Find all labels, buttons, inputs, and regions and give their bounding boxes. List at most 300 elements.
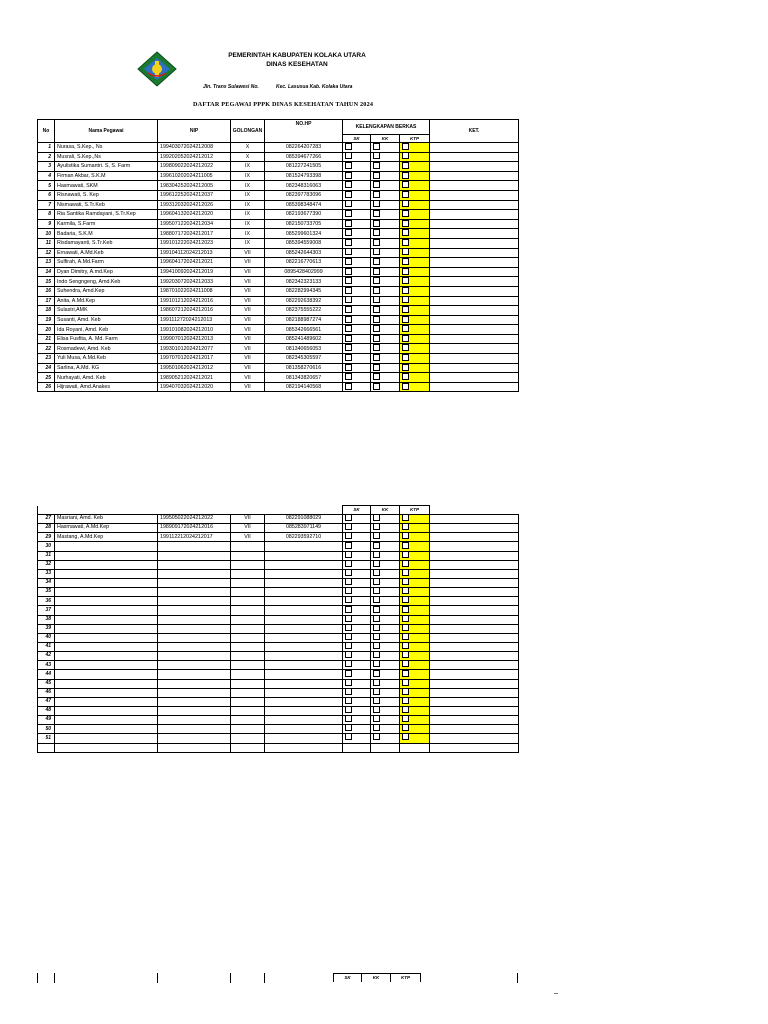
employee-name [55, 697, 158, 706]
checkbox-cell-ktp [400, 306, 430, 316]
checkbox-ktp[interactable] [402, 615, 409, 622]
checkbox-ktp[interactable] [402, 287, 409, 294]
checkbox-ktp[interactable] [402, 162, 409, 169]
checkbox-sk[interactable] [345, 578, 352, 585]
employee-name: Risdamayanti, S.Tr.Keb [55, 238, 158, 248]
checkbox-sk[interactable] [345, 354, 352, 361]
employee-name: Nurasa, S.Kep., Ns [55, 143, 158, 153]
checkbox-sk[interactable] [345, 734, 352, 741]
checkbox-kk[interactable] [373, 569, 380, 576]
checkbox-kk[interactable] [373, 335, 380, 342]
checkbox-sk[interactable] [345, 588, 352, 595]
table-row [38, 229, 519, 239]
employee-name [55, 560, 158, 569]
checkbox-sk[interactable] [345, 670, 352, 677]
employee-nip [158, 743, 231, 752]
checkbox-kk[interactable] [373, 615, 380, 622]
employee-golongan [231, 588, 265, 597]
checkbox-kk[interactable] [373, 172, 380, 179]
employee-golongan: VII [231, 363, 265, 373]
checkbox-cell-ktp [400, 633, 430, 642]
employee-phone: 085242644303 [265, 248, 343, 258]
employee-name [55, 688, 158, 697]
checkbox-ktp[interactable] [402, 716, 409, 723]
employee-nip: 199610202024211005 [158, 171, 231, 181]
checkbox-kk[interactable] [373, 287, 380, 294]
checkbox-kk[interactable] [373, 258, 380, 265]
checkbox-sk[interactable] [345, 229, 352, 236]
employee-name: Firman Akbar, S.K.M [55, 171, 158, 181]
checkbox-ktp[interactable] [402, 220, 409, 227]
checkbox-sk[interactable] [345, 560, 352, 567]
employee-golongan [231, 725, 265, 734]
checkbox-ktp[interactable] [402, 679, 409, 686]
ket-cell [430, 277, 519, 287]
checkbox-sk[interactable] [345, 606, 352, 613]
checkbox-kk[interactable] [373, 642, 380, 649]
checkbox-ktp[interactable] [402, 210, 409, 217]
checkbox-kk[interactable] [373, 210, 380, 217]
ket-cell [430, 334, 519, 344]
checkbox-ktp[interactable] [402, 560, 409, 567]
employee-phone: 082397783096 [265, 190, 343, 200]
col-header-kk: KK [371, 135, 400, 143]
checkbox-kk[interactable] [373, 373, 380, 380]
checkbox-ktp[interactable] [402, 642, 409, 649]
checkbox-ktp[interactable] [402, 306, 409, 313]
row-number: 18 [38, 306, 55, 316]
ket-cell [430, 258, 519, 268]
row-number: 33 [38, 569, 55, 578]
checkbox-cell-sk [343, 670, 371, 679]
employee-nip: 199707012024212017 [158, 354, 231, 364]
checkbox-sk[interactable] [345, 533, 352, 540]
checkbox-sk[interactable] [345, 239, 352, 246]
ket-cell [430, 688, 519, 697]
checkbox-ktp[interactable] [402, 588, 409, 595]
employee-nip [158, 706, 231, 715]
row-number: 42 [38, 652, 55, 661]
checkbox-cell-sk [343, 296, 371, 306]
checkbox-sk[interactable] [345, 152, 352, 159]
checkbox-ktp[interactable] [402, 542, 409, 549]
checkbox-kk[interactable] [373, 325, 380, 332]
checkbox-ktp[interactable] [402, 364, 409, 371]
checkbox-ktp[interactable] [402, 524, 409, 531]
checkbox-ktp[interactable] [402, 172, 409, 179]
employee-name: Risnawati, S. Kep [55, 190, 158, 200]
ket-cell [430, 652, 519, 661]
checkbox-cell-sk [343, 725, 371, 734]
employee-golongan: IX [231, 171, 265, 181]
employee-golongan [231, 661, 265, 670]
checkbox-ktp[interactable] [402, 697, 409, 704]
employee-golongan: VII [231, 286, 265, 296]
row-number: 23 [38, 354, 55, 364]
checkbox-cell-kk [371, 706, 400, 715]
checkbox-sk[interactable] [345, 373, 352, 380]
ket-cell [430, 633, 519, 642]
row-number: 35 [38, 588, 55, 597]
employee-nip: 198701022024211008 [158, 286, 231, 296]
employee-golongan [231, 578, 265, 587]
employee-nip [158, 642, 231, 651]
ket-cell [430, 267, 519, 277]
checkbox-cell-ktp [400, 334, 430, 344]
checkbox-cell-ktp [400, 716, 430, 725]
employee-golongan [231, 642, 265, 651]
ket-cell [430, 515, 519, 524]
row-number: 9 [38, 219, 55, 229]
checkbox-cell-sk [343, 334, 371, 344]
checkbox-ktp[interactable] [402, 533, 409, 540]
checkbox-sk[interactable] [345, 597, 352, 604]
checkbox-sk[interactable] [345, 210, 352, 217]
checkbox-cell-sk [343, 143, 371, 153]
col-header-nip: NIP [158, 120, 231, 143]
checkbox-sk[interactable] [345, 268, 352, 275]
table-row [38, 515, 519, 524]
employee-nip [158, 606, 231, 615]
checkbox-sk[interactable] [345, 248, 352, 255]
checkbox-sk[interactable] [345, 181, 352, 188]
checkbox-ktp[interactable] [402, 229, 409, 236]
checkbox-sk[interactable] [345, 316, 352, 323]
row-number: 10 [38, 229, 55, 239]
checkbox-cell-ktp [400, 229, 430, 239]
employee-nip [158, 679, 231, 688]
employee-golongan [231, 734, 265, 743]
checkbox-kk[interactable] [373, 670, 380, 677]
checkbox-cell-ktp [400, 697, 430, 706]
employee-table-continued [37, 505, 519, 753]
checkbox-cell-ktp [400, 373, 430, 383]
employee-golongan [231, 551, 265, 560]
checkbox-cell-ktp [400, 200, 430, 210]
ket-cell [430, 743, 519, 752]
checkbox-cell-kk [371, 697, 400, 706]
ket-cell [430, 624, 519, 633]
checkbox-kk[interactable] [373, 383, 380, 390]
employee-name [55, 743, 158, 752]
checkbox-sk[interactable] [345, 143, 352, 150]
checkbox-ktp[interactable] [402, 661, 409, 668]
checkbox-sk[interactable] [345, 642, 352, 649]
checkbox-kk[interactable] [373, 354, 380, 361]
checkbox-sk[interactable] [345, 220, 352, 227]
checkbox-kk[interactable] [373, 542, 380, 549]
checkbox-sk[interactable] [345, 191, 352, 198]
checkbox-kk[interactable] [373, 191, 380, 198]
checkbox-kk[interactable] [373, 344, 380, 351]
checkbox-cell-kk [371, 296, 400, 306]
checkbox-ktp[interactable] [402, 268, 409, 275]
ket-cell [430, 238, 519, 248]
table-row [38, 725, 519, 734]
table-row [38, 238, 519, 248]
checkbox-ktp[interactable] [402, 325, 409, 332]
checkbox-ktp[interactable] [402, 354, 409, 361]
checkbox-sk[interactable] [345, 200, 352, 207]
employee-phone: 082375555222 [265, 306, 343, 316]
checkbox-cell-kk [371, 670, 400, 679]
checkbox-sk[interactable] [345, 524, 352, 531]
checkbox-sk[interactable] [345, 679, 352, 686]
checkbox-cell-sk [343, 597, 371, 606]
employee-golongan: VII [231, 533, 265, 542]
checkbox-kk[interactable] [373, 716, 380, 723]
employee-nip: 198909172024212016 [158, 524, 231, 533]
employee-nip [158, 697, 231, 706]
table-row [38, 190, 519, 200]
checkbox-kk[interactable] [373, 652, 380, 659]
checkbox-sk[interactable] [345, 383, 352, 390]
checkbox-sk[interactable] [345, 652, 352, 659]
checkbox-kk[interactable] [373, 316, 380, 323]
employee-phone [265, 615, 343, 624]
checkbox-kk[interactable] [373, 229, 380, 236]
checkbox-ktp[interactable] [402, 597, 409, 604]
checkbox-kk[interactable] [373, 697, 380, 704]
employee-golongan: VII [231, 515, 265, 524]
row-number: 4 [38, 171, 55, 181]
checkbox-ktp[interactable] [402, 633, 409, 640]
checkbox-sk[interactable] [345, 697, 352, 704]
checkbox-kk[interactable] [373, 597, 380, 604]
checkbox-kk[interactable] [373, 578, 380, 585]
checkbox-sk[interactable] [345, 569, 352, 576]
checkbox-ktp[interactable] [402, 706, 409, 713]
checkbox-ktp[interactable] [402, 200, 409, 207]
checkbox-kk[interactable] [373, 152, 380, 159]
checkbox-kk[interactable] [373, 524, 380, 531]
checkbox-kk[interactable] [373, 143, 380, 150]
employee-phone: 082342323133 [265, 277, 343, 287]
employee-phone [265, 661, 343, 670]
checkbox-sk[interactable] [345, 551, 352, 558]
row-number: 16 [38, 286, 55, 296]
checkbox-cell-kk [371, 515, 400, 524]
checkbox-kk[interactable] [373, 306, 380, 313]
employee-name [55, 679, 158, 688]
checkbox-sk[interactable] [345, 296, 352, 303]
checkbox-cell-ktp [400, 642, 430, 651]
employee-table [37, 119, 519, 392]
checkbox-ktp[interactable] [402, 143, 409, 150]
employee-golongan: IX [231, 238, 265, 248]
employee-golongan: IX [231, 200, 265, 210]
employee-name: Mastang, A.Md.Kep [55, 533, 158, 542]
employee-name: Hasmawati, SKM [55, 181, 158, 191]
checkbox-ktp[interactable] [402, 734, 409, 741]
row-number: 28 [38, 524, 55, 533]
checkbox-sk[interactable] [345, 306, 352, 313]
checkbox-cell-sk [343, 524, 371, 533]
ket-cell [430, 286, 519, 296]
checkbox-kk[interactable] [373, 560, 380, 567]
employee-golongan: VII [231, 306, 265, 316]
checkbox-cell-ktp [400, 533, 430, 542]
checkbox-kk[interactable] [373, 551, 380, 558]
checkbox-ktp[interactable] [402, 181, 409, 188]
checkbox-ktp[interactable] [402, 277, 409, 284]
checkbox-kk[interactable] [373, 200, 380, 207]
checkbox-ktp[interactable] [402, 578, 409, 585]
employee-golongan: VII [231, 334, 265, 344]
checkbox-sk[interactable] [345, 716, 352, 723]
checkbox-kk[interactable] [373, 624, 380, 631]
checkbox-kk[interactable] [373, 181, 380, 188]
table-row [38, 697, 519, 706]
ket-cell [430, 670, 519, 679]
employee-golongan [231, 560, 265, 569]
checkbox-cell-ktp [400, 162, 430, 172]
checkbox-ktp[interactable] [402, 606, 409, 613]
checkbox-sk[interactable] [345, 725, 352, 732]
checkbox-kk[interactable] [373, 533, 380, 540]
checkbox-sk[interactable] [345, 633, 352, 640]
checkbox-kk[interactable] [373, 661, 380, 668]
row-number: 41 [38, 642, 55, 651]
checkbox-cell-ktp [400, 725, 430, 734]
checkbox-sk[interactable] [345, 615, 352, 622]
checkbox-cell-kk [371, 200, 400, 210]
checkbox-ktp[interactable] [402, 652, 409, 659]
employee-nip: 199312032024212026 [158, 200, 231, 210]
checkbox-ktp[interactable] [402, 152, 409, 159]
checkbox-ktp[interactable] [402, 239, 409, 246]
checkbox-kk[interactable] [373, 688, 380, 695]
checkbox-ktp[interactable] [402, 551, 409, 558]
checkbox-ktp[interactable] [402, 258, 409, 265]
table-row [38, 706, 519, 715]
checkbox-cell-ktp [400, 606, 430, 615]
employee-phone: 085283971149 [265, 524, 343, 533]
employee-nip [158, 597, 231, 606]
checkbox-ktp[interactable] [402, 316, 409, 323]
checkbox-sk[interactable] [345, 661, 352, 668]
employee-name [55, 706, 158, 715]
checkbox-kk[interactable] [373, 248, 380, 255]
checkbox-ktp[interactable] [402, 688, 409, 695]
checkbox-sk[interactable] [345, 624, 352, 631]
row-number: 37 [38, 606, 55, 615]
row-number [38, 743, 55, 752]
checkbox-sk[interactable] [345, 335, 352, 342]
row-number: 30 [38, 542, 55, 551]
checkbox-kk[interactable] [373, 706, 380, 713]
checkbox-sk[interactable] [345, 542, 352, 549]
checkbox-ktp[interactable] [402, 296, 409, 303]
ket-cell [430, 181, 519, 191]
employee-name [55, 542, 158, 551]
checkbox-sk[interactable] [345, 172, 352, 179]
col-header-sk: SK [343, 135, 371, 143]
employee-golongan [231, 743, 265, 752]
checkbox-ktp[interactable] [402, 515, 409, 522]
checkbox-ktp[interactable] [402, 373, 409, 380]
checkbox-cell-kk [371, 229, 400, 239]
checkbox-ktp[interactable] [402, 383, 409, 390]
col-header-no: No [38, 120, 55, 143]
employee-phone: 081340656053 [265, 344, 343, 354]
checkbox-ktp[interactable] [402, 670, 409, 677]
col-header-sk-3: SK [333, 973, 362, 982]
employee-golongan [231, 606, 265, 615]
checkbox-kk[interactable] [373, 515, 380, 522]
employee-phone: 085398348474 [265, 200, 343, 210]
checkbox-sk[interactable] [345, 688, 352, 695]
ket-cell [430, 306, 519, 316]
employee-nip [158, 725, 231, 734]
checkbox-ktp[interactable] [402, 725, 409, 732]
checkbox-cell-kk [371, 542, 400, 551]
col-header-ktp-2: KTP [400, 506, 430, 515]
table-row [38, 633, 519, 642]
col-header-ktp-3: KTP [390, 973, 421, 982]
checkbox-kk[interactable] [373, 588, 380, 595]
employee-nip: 199104112024212013 [158, 248, 231, 258]
checkbox-kk[interactable] [373, 679, 380, 686]
checkbox-ktp[interactable] [402, 335, 409, 342]
employee-nip: 199101222024212023 [158, 238, 231, 248]
checkbox-sk[interactable] [345, 277, 352, 284]
checkbox-ktp[interactable] [402, 191, 409, 198]
checkbox-sk[interactable] [345, 258, 352, 265]
employee-name: Elisa Fusfita, A. Md. Farm [55, 334, 158, 344]
checkbox-ktp[interactable] [402, 344, 409, 351]
checkbox-kk[interactable] [373, 725, 380, 732]
checkbox-kk[interactable] [373, 277, 380, 284]
checkbox-kk[interactable] [373, 220, 380, 227]
employee-name: Karmila, S.Farm [55, 219, 158, 229]
checkbox-cell-kk [371, 315, 400, 325]
checkbox-cell-kk [371, 716, 400, 725]
checkbox-sk[interactable] [345, 706, 352, 713]
table-row [38, 688, 519, 697]
checkbox-cell-sk [343, 267, 371, 277]
checkbox-sk[interactable] [345, 364, 352, 371]
checkbox-kk[interactable] [373, 364, 380, 371]
checkbox-sk[interactable] [345, 325, 352, 332]
checkbox-cell-kk [371, 344, 400, 354]
checkbox-ktp[interactable] [402, 569, 409, 576]
checkbox-kk[interactable] [373, 633, 380, 640]
employee-phone [265, 679, 343, 688]
table-row [38, 286, 519, 296]
checkbox-sk[interactable] [345, 162, 352, 169]
checkbox-kk[interactable] [373, 296, 380, 303]
checkbox-ktp[interactable] [402, 624, 409, 631]
checkbox-kk[interactable] [373, 734, 380, 741]
checkbox-kk[interactable] [373, 606, 380, 613]
checkbox-sk[interactable] [345, 344, 352, 351]
checkbox-cell-kk [371, 743, 400, 752]
checkbox-sk[interactable] [345, 287, 352, 294]
checkbox-kk[interactable] [373, 162, 380, 169]
checkbox-kk[interactable] [373, 239, 380, 246]
row-number: 6 [38, 190, 55, 200]
employee-phone: 085394677266 [265, 152, 343, 162]
checkbox-cell-ktp [400, 551, 430, 560]
checkbox-sk[interactable] [345, 515, 352, 522]
checkbox-cell-kk [371, 238, 400, 248]
checkbox-ktp[interactable] [402, 248, 409, 255]
table-row [38, 652, 519, 661]
checkbox-cell-kk [371, 551, 400, 560]
checkbox-cell-ktp [400, 515, 430, 524]
checkbox-kk[interactable] [373, 268, 380, 275]
